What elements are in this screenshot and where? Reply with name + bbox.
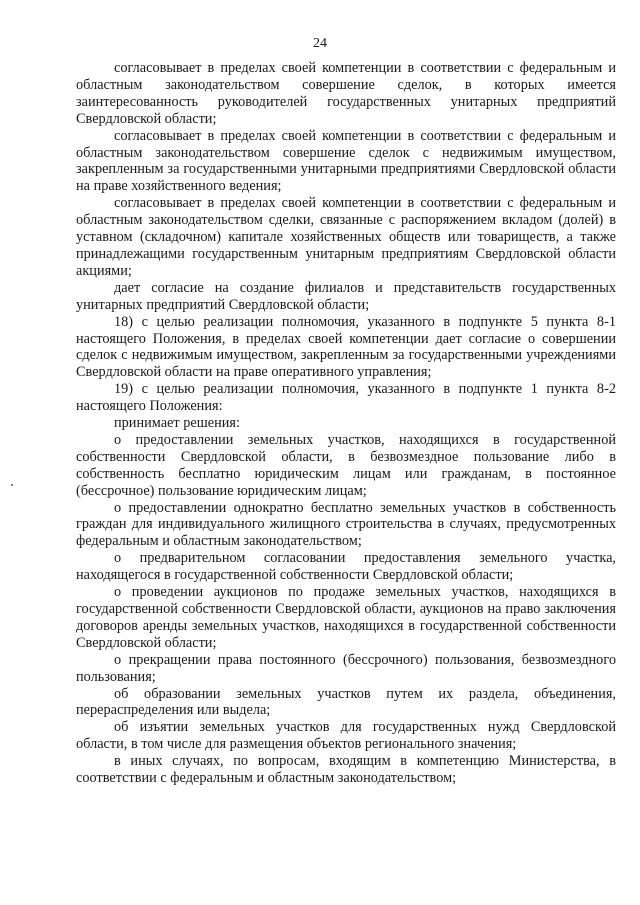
paragraph-land-seizure: об изъятии земельных участков для государственных нужд Свердловской области, в том числе для размещения объектов регионального значения; xyxy=(76,719,616,753)
paragraph-other-cases: в иных случаях, по вопросам, входящим в компетенцию Министерства, в соответствии с федеральным и областным законодательством; xyxy=(76,753,616,787)
paragraph-land-formation: об образовании земельных участков путем их раздела, объединения, перераспределения или выдела; xyxy=(76,685,616,719)
paragraph-termination-rights: о прекращении права постоянного (бессрочного) пользования, безвозмездного пользования; xyxy=(76,651,616,685)
page-number: 24 xyxy=(313,36,327,51)
paragraph-land-provision: о предоставлении земельных участков, находящихся в государственной собственности Свердловской области, в безвозмездное пользование либо в собственность бесплатно юридическим лицам или гражданам, в постоянное (бессрочное) пользование юридическим лицам; xyxy=(76,431,616,499)
paragraph-free-land-citizens: о предоставлении однократно бесплатно земельных участков в собственность граждан для индивидуального жилищного строительства в случаях, предусмотренных федеральным и областным законодательством; xyxy=(76,499,616,550)
paragraph-approve-share-deals: согласовывает в пределах своей компетенции в соответствии с федеральным и областным законодательством сделки, связанные с распоряжением вкладом (долей) в уставном (складочном) капитале хозяйственных обществ или товариществ, а также принадлежащими государственным унитарным предприятиям Свердловской области акциями; xyxy=(76,195,616,279)
paragraph-item-19: 19) с целью реализации полномочия, указанного в подпункте 1 пункта 8-2 настоящего Положения: xyxy=(76,381,616,415)
paragraph-consent-branches: дает согласие на создание филиалов и представительств государственных унитарных предприятий Свердловской области; xyxy=(76,279,616,313)
paragraph-approve-interested-deals: согласовывает в пределах своей компетенции в соответствии с федеральным и областным законодательством совершение сделок, в которых имеется заинтересованность руководителей государственных унитарных предприятий Свердловской области; xyxy=(76,60,616,127)
margin-mark xyxy=(11,484,13,486)
paragraph-approve-real-estate-deals: согласовывает в пределах своей компетенции в соответствии с федеральным и областным законодательством совершение сделок с недвижимым имуществом, закрепленным за государственными унитарными предприятиями Свердловской области на праве хозяйственного ведения; xyxy=(76,127,616,195)
paragraph-item-18: 18) с целью реализации полномочия, указанного в подпункте 5 пункта 8-1 настоящего Положения, в пределах своей компетенции дает согласие о совершении сделок с недвижимым имуществом, закрепленным за государственными учреждениями Свердловской области на праве оперативного управления; xyxy=(76,313,616,381)
paragraph-preliminary-approval: о предварительном согласовании предоставления земельного участка, находящегося в государственной собственности Свердловской области; xyxy=(76,550,616,584)
paragraph-makes-decisions: принимает решения: xyxy=(114,415,240,432)
paragraph-auctions: о проведении аукционов по продаже земельных участков, находящихся в государственной собственности Свердловской области, аукционов на право заключения договоров аренды земельных участков, находящихся в государственной собственности Свердловской области; xyxy=(76,584,616,651)
document-body xyxy=(76,60,616,787)
